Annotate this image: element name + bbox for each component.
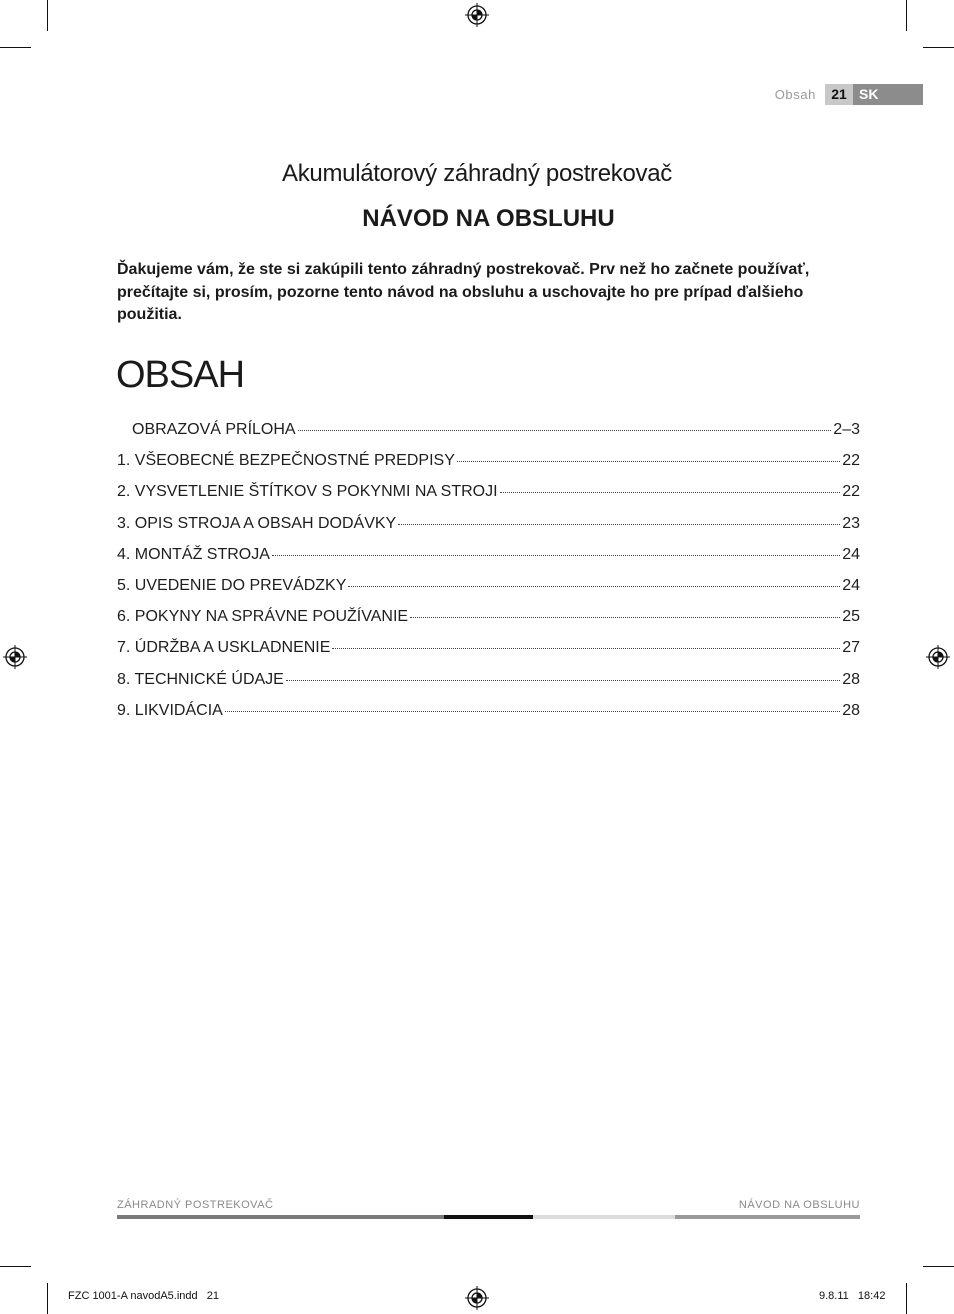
toc-dot-leader — [286, 680, 840, 681]
toc-entry — [117, 452, 860, 483]
running-header-section: Obsah — [774, 87, 816, 102]
print-slug-file: FZC 1001-A navodA5.indd 21 — [68, 1290, 220, 1302]
toc-dot-leader — [332, 648, 840, 649]
registration-mark-icon — [465, 1286, 489, 1310]
toc-entry-label: 9. LIKVIDÁCIA — [117, 701, 223, 719]
footer-bar-segment — [675, 1215, 860, 1219]
toc-entry — [117, 639, 860, 670]
toc-dot-leader — [298, 430, 832, 431]
toc-entry-page: 22 — [842, 452, 860, 470]
toc-entry-label: 7. ÚDRŽBA A USKLADNENIE — [117, 639, 331, 657]
toc-entry-label: 2. VYSVETLENIE ŠTÍTKOV S POKYNMI NA STROJI — [117, 483, 498, 501]
toc-dot-leader — [225, 711, 840, 712]
crop-mark — [0, 1266, 31, 1267]
registration-mark-icon — [926, 645, 950, 669]
document-subtitle: NÁVOD NA OBSLUHU — [362, 205, 615, 232]
toc-entry-label: 6. POKYNY NA SPRÁVNE POUŽÍVANIE — [117, 608, 409, 626]
footer-bar-segment — [117, 1215, 444, 1219]
toc-entry — [117, 702, 860, 733]
toc-heading: OBSAH — [116, 354, 245, 396]
toc-entry-page: 25 — [842, 608, 860, 626]
toc-entry-page: 22 — [842, 483, 860, 501]
footer-document-type: NÁVOD NA OBSLUHU — [738, 1199, 860, 1211]
toc-entry-label: 4. MONTÁŽ STROJA — [117, 545, 270, 563]
toc-entry — [117, 421, 860, 452]
toc-dot-leader — [348, 586, 840, 587]
toc-entry-label: 5. UVEDENIE DO PREVÁDZKY — [117, 576, 347, 594]
toc-entry-page: 2–3 — [833, 421, 860, 438]
toc-dot-leader — [457, 461, 840, 462]
toc-entry — [117, 608, 860, 639]
toc-entry-label: 8. TECHNICKÉ ÚDAJE — [117, 670, 284, 688]
toc-dot-leader — [272, 555, 840, 556]
footer-bar-segment — [444, 1215, 533, 1219]
toc-entry-label: 3. OPIS STROJA A OBSAH DODÁVKY — [117, 514, 397, 532]
toc-entry-page: 24 — [842, 545, 860, 563]
crop-mark — [47, 0, 48, 31]
crop-mark — [906, 0, 907, 31]
toc-entry — [117, 515, 860, 546]
toc-entry-page: 23 — [842, 514, 860, 532]
toc-entry-page: 28 — [842, 670, 860, 688]
toc-entry — [117, 577, 860, 608]
language-tab: SK — [853, 84, 923, 105]
crop-mark — [47, 1283, 48, 1314]
document-title: Akumulátorový záhradný postrekovač — [282, 160, 672, 187]
toc-entry — [117, 483, 860, 514]
toc-dot-leader — [398, 524, 840, 525]
toc-entry-label: 1. VŠEOBECNÉ BEZPEČNOSTNÉ PREDPISY — [117, 452, 455, 470]
footer-bar-segment — [533, 1215, 675, 1219]
toc-entry-page: 27 — [842, 639, 860, 657]
table-of-contents — [117, 421, 860, 733]
crop-mark — [0, 47, 31, 48]
toc-dot-leader — [410, 617, 840, 618]
toc-entry — [117, 671, 860, 702]
toc-entry-page: 28 — [842, 701, 860, 719]
toc-entry — [117, 546, 860, 577]
toc-dot-leader — [500, 492, 841, 493]
crop-mark — [923, 1266, 954, 1267]
toc-entry-label: OBRAZOVÁ PRÍLOHA — [132, 421, 296, 438]
footer-product-name: ZÁHRADNÝ POSTREKOVAČ — [117, 1199, 274, 1211]
registration-mark-icon — [465, 3, 489, 27]
print-slug-date: 9.8.11 18:42 — [819, 1290, 886, 1302]
registration-mark-icon — [3, 645, 27, 669]
crop-mark — [906, 1283, 907, 1314]
crop-mark — [923, 47, 954, 48]
toc-entry-page: 24 — [842, 576, 860, 594]
intro-paragraph: Ďakujeme vám, že ste si zakúpili tento záhradný postrekovač. Prv než ho začnete používať, prečítajte si, prosím, pozorne tento návod na obsluhu a uschovajte ho pre prípad ďalšieho použitia. — [117, 261, 810, 323]
page-number: 21 — [825, 84, 853, 105]
